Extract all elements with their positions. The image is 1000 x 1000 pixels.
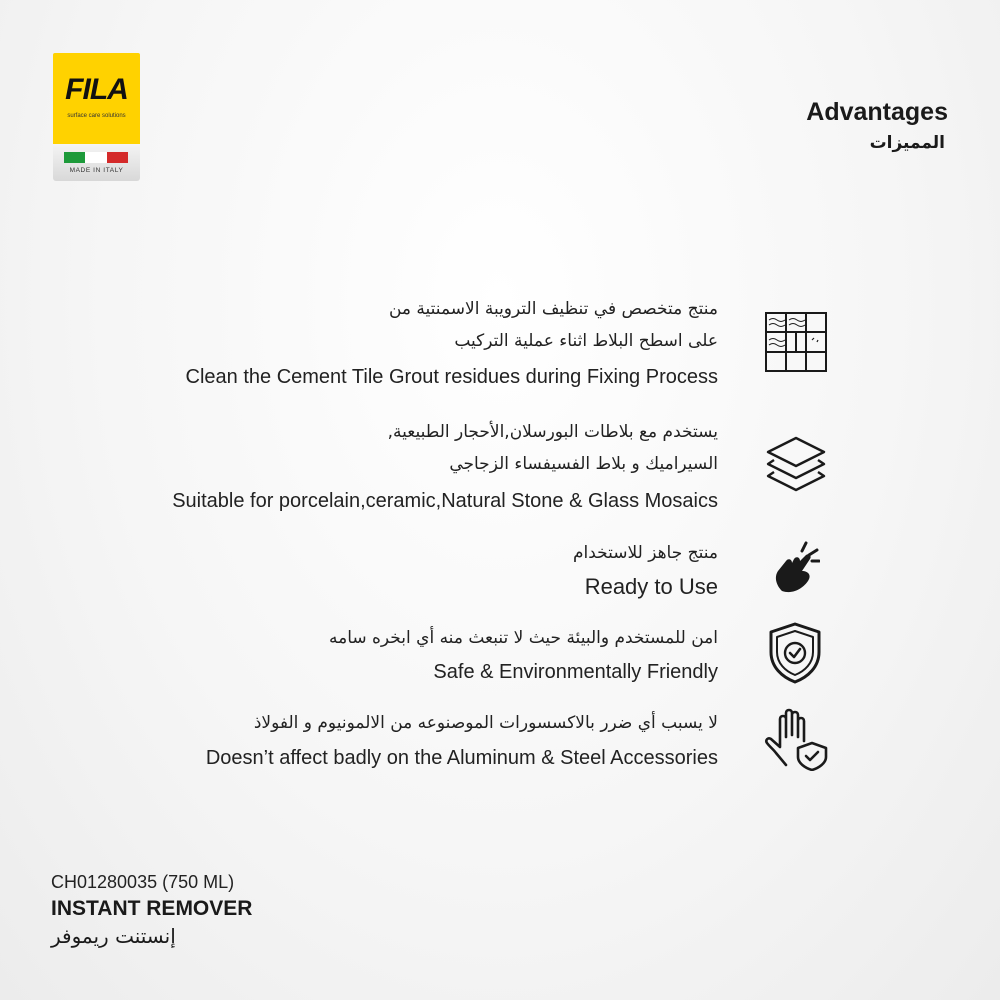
product-name-arabic: إنستنت ريموفر [51,924,176,948]
advantage-en: Suitable for porcelain,ceramic,Natural Stone & Glass Mosaics [172,490,718,512]
product-name: INSTANT REMOVER [51,897,253,920]
advantage-ar-line1: منتج جاهز للاستخدام [572,543,718,563]
logo-badge [53,53,140,144]
snap-hand-icon [772,541,820,595]
advantage-ar-line1: يستخدم مع بلاطات البورسلان,الأحجار الطبيعية, [387,422,718,442]
page-title: Advantages [806,98,948,126]
layers-icon [766,436,826,494]
advantage-en: Ready to Use [584,574,718,599]
product-code: CH01280035 (750 ML) [51,872,235,892]
advantage-ar-line1: لا يسبب أي ضرر بالاكسسورات الموصنوعه من الالمونيوم و الفولاذ [253,713,718,733]
italy-flag-icon [64,152,128,163]
advantage-ar-line1: امن للمستخدم والبيئة حيث لا تنبعث منه أي ابخره سامه [328,628,718,648]
advantage-en: Safe & Environmentally Friendly [433,661,718,683]
logo-wordmark: FILA [65,73,128,106]
advantage-ar-line1: منتج متخصص في تنظيف الترويبة الاسمنتية من [388,299,718,319]
advantage-en: Doesn’t affect badly on the Aluminum & Steel Accessories [205,747,718,769]
logo-tagline: surface care solutions [67,113,126,119]
advantage-ar-line2: على اسطح البلاط اثناء عملية التركيب [454,331,718,351]
tile-grid-icon [765,312,827,372]
made-in-label: MADE IN ITALY [69,167,124,174]
shield-check-icon [768,622,822,684]
page-title-arabic: المميزات [869,133,945,153]
hand-shield-icon [764,707,828,771]
brand-logo [53,53,140,181]
advantage-ar-line2: السيراميك و بلاط الفسيفساء الزجاجي [449,454,718,474]
advantage-en: Clean the Cement Tile Grout residues during Fixing Process [185,366,718,388]
made-in-italy-badge [53,144,140,181]
